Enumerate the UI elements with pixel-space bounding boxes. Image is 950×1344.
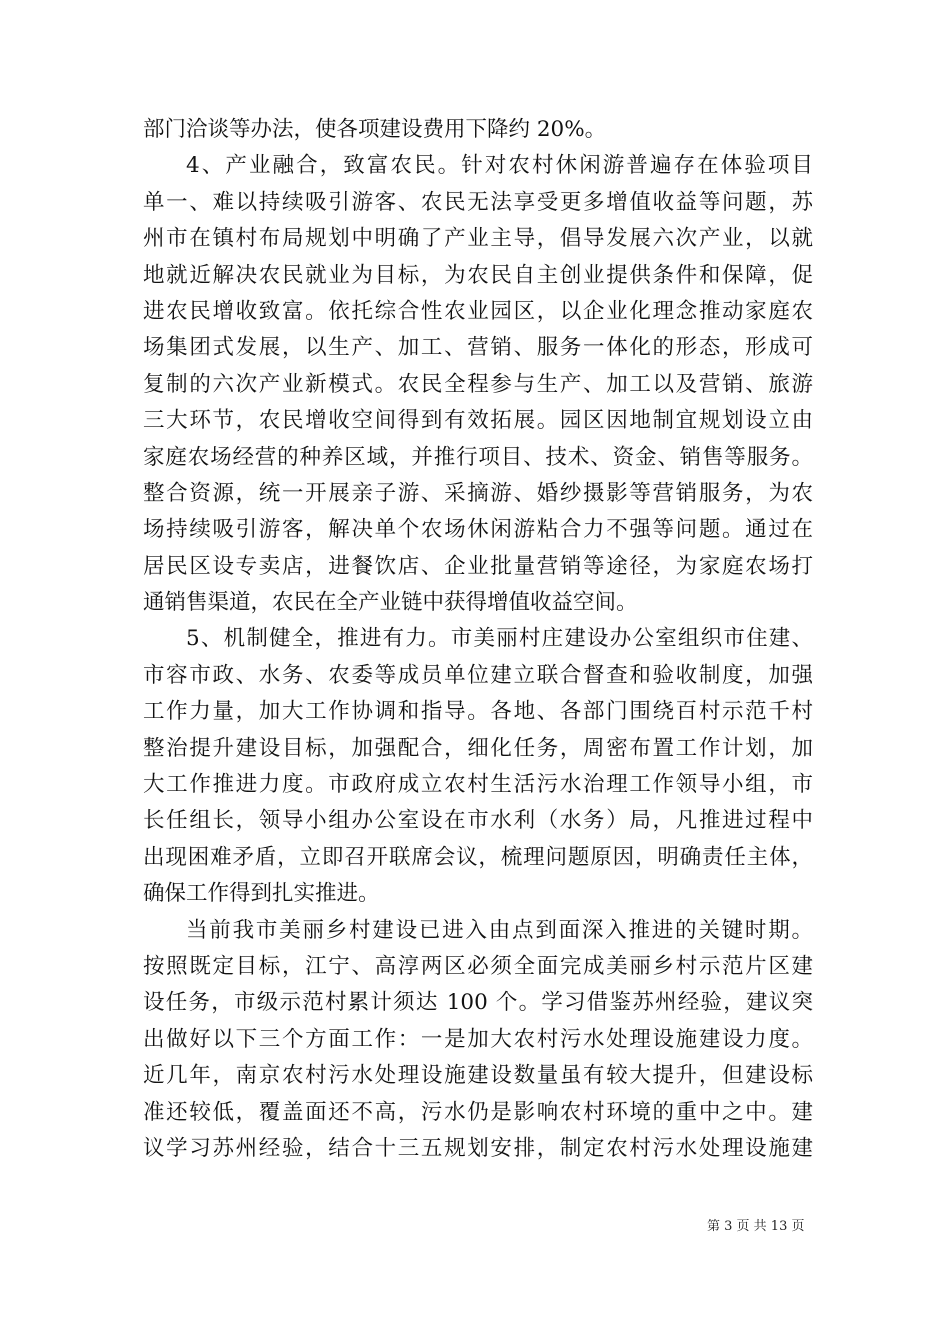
- text-line: 整合资源，统一开展亲子游、采摘游、婚纱摄影等营销服务，为农: [143, 480, 813, 506]
- text-line: 单一、难以持续吸引游客、农民无法享受更多增值收益等问题，苏: [143, 189, 813, 215]
- text-line: 工作力量，加大工作协调和指导。各地、各部门围绕百村示范千村: [143, 699, 813, 725]
- text-line: 5、机制健全，推进有力。市美丽村庄建设办公室组织市住建、: [186, 626, 813, 652]
- text-line: 出现困难矛盾，立即召开联席会议，梳理问题原因，明确责任主体，: [143, 844, 813, 870]
- text-line: 地就近解决农民就业为目标，为农民自主创业提供条件和保障，促: [143, 262, 813, 288]
- text-line: 场持续吸引游客，解决单个农场休闲游粘合力不强等问题。通过在: [143, 517, 813, 543]
- text-line: 市容市政、水务、农委等成员单位建立联合督查和验收制度，加强: [143, 662, 813, 688]
- text-line: 大工作推进力度。市政府成立农村生活污水治理工作领导小组，市: [143, 772, 813, 798]
- text-line: 确保工作得到扎实推进。: [143, 881, 380, 907]
- text-line: 议学习苏州经验，结合十三五规划安排，制定农村污水处理设施建: [143, 1135, 813, 1161]
- text-line: 当前我市美丽乡村建设已进入由点到面深入推进的关键时期。: [186, 917, 813, 943]
- text-line: 长任组长，领导小组办公室设在市水利（水务）局，凡推进过程中: [143, 808, 813, 834]
- text-line: 三大环节，农民增收空间得到有效拓展。园区因地制宜规划设立由: [143, 408, 813, 434]
- text-line: 准还较低，覆盖面还不高，污水仍是影响农村环境的重中之中。建: [143, 1099, 813, 1125]
- text-line: 4、产业融合，致富农民。针对农村休闲游普遍存在体验项目: [186, 153, 813, 179]
- text-line: 场集团式发展，以生产、加工、营销、服务一体化的形态，形成可: [143, 335, 813, 361]
- text-line: 家庭农场经营的种养区域，并推行项目、技术、资金、销售等服务。: [143, 444, 813, 470]
- text-line: 出做好以下三个方面工作：一是加大农村污水处理设施建设力度。: [143, 1026, 813, 1052]
- body-text: [143, 112, 813, 1167]
- text-line: 州市在镇村布局规划中明确了产业主导，倡导发展六次产业，以就: [143, 226, 813, 252]
- text-line: 部门洽谈等办法，使各项建设费用下降约 20%。: [143, 117, 607, 142]
- text-line: 居民区设专卖店，进餐饮店、企业批量营销等途径，为家庭农场打: [143, 553, 813, 579]
- text-line: 按照既定目标，江宁、高淳两区必须全面完成美丽乡村示范片区建: [143, 953, 813, 979]
- text-line: 近几年，南京农村污水处理设施建设数量虽有较大提升，但建设标: [143, 1063, 813, 1089]
- text-line: 复制的六次产业新模式。农民全程参与生产、加工以及营销、旅游: [143, 371, 813, 397]
- text-line: 通销售渠道，农民在全产业链中获得增值收益空间。: [143, 590, 638, 616]
- text-line: 设任务，市级示范村累计须达 100 个。学习借鉴苏州经验，建议突: [143, 990, 813, 1016]
- text-line: 整治提升建设目标，加强配合，细化任务，周密布置工作计划，加: [143, 735, 813, 761]
- text-line: 进农民增收致富。依托综合性农业园区，以企业化理念推动家庭农: [143, 298, 813, 324]
- page-number: 第 3 页 共 13 页: [707, 1219, 805, 1234]
